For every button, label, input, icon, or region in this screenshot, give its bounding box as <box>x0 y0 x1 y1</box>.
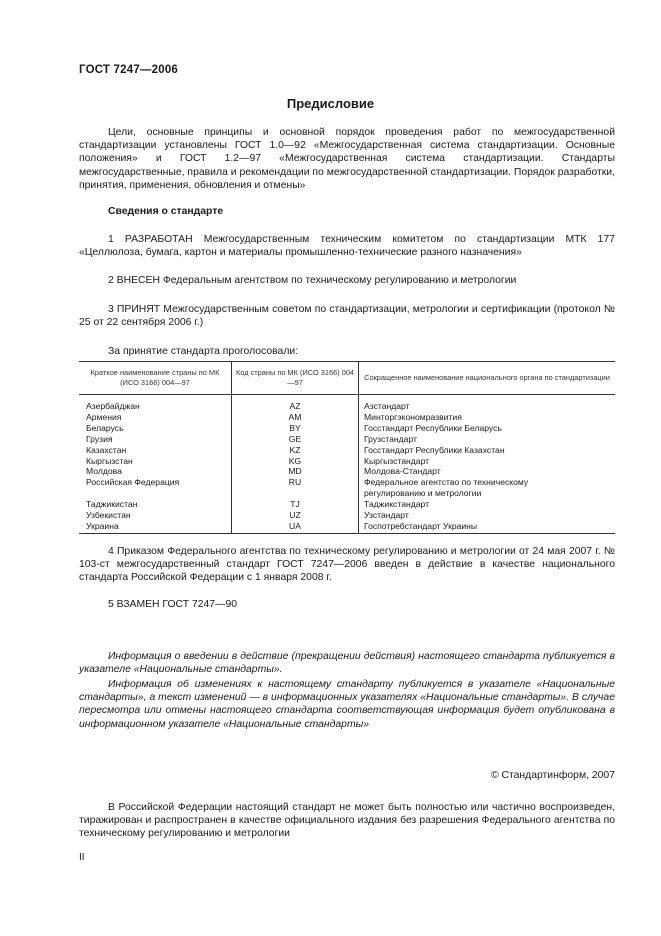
standards-body-cell: Азстандарт <box>359 395 616 412</box>
table-row <box>79 412 615 423</box>
page-number: II <box>79 852 85 863</box>
item-4-order: 4 Приказом Федерального агентства по техническому регулированию и метрологии от 24 мая 2007 г. № 103-ст межгосударственный стандарт ГОСТ 7247—2006 введен в действие в качестве национального стандарта Российской Федерации с 1 января 2008 г. <box>79 546 615 584</box>
table-row <box>79 395 615 412</box>
country-cell: Грузия <box>86 433 113 444</box>
item-3-adopted: 3 ПРИНЯТ Межгосударственным советом по стандартизации, метрологии и сертификации (протокол № 25 от 22 сентября 2006 г.) <box>79 304 615 329</box>
standards-body-cell: Узстандарт <box>359 510 616 521</box>
vote-label: За принятие стандарта проголосовали: <box>108 346 299 357</box>
country-cell: Узбекистан <box>86 510 131 521</box>
code-cell: MD <box>232 466 359 477</box>
item-5-replaces: 5 ВЗАМЕН ГОСТ 7247—90 <box>108 599 238 610</box>
table-row <box>79 499 615 510</box>
code-cell: GE <box>232 434 359 445</box>
notice-introduction: Информация о введении в действие (прекращении действия) настоящего стандарта публикуется в указателе «Национальные стандарты». <box>79 651 615 676</box>
table-row <box>79 510 615 521</box>
country-cell: Молдова <box>86 466 122 477</box>
country-cell: Азербайджан <box>86 401 140 411</box>
table-row <box>79 466 615 477</box>
standards-body-cell: Молдова-Стандарт <box>359 466 616 477</box>
item-1-developed: 1 РАЗРАБОТАН Межгосударственным техническим комитетом по стандартизации МТК 177 «Целлюлоза, бумага, картон и материалы промышленно-технические разного назначения» <box>79 234 615 259</box>
country-cell: Таджикистан <box>86 499 138 510</box>
country-cell: Кыргызстан <box>86 455 133 466</box>
standards-body-cell: Минторгэкономразвития <box>359 412 616 423</box>
code-cell: BY <box>232 423 359 434</box>
code-cell: UZ <box>232 510 359 521</box>
copyright-notice: © Стандартинформ, 2007 <box>490 770 615 781</box>
voting-table <box>79 361 615 534</box>
standards-body-cell: Госстандарт Республики Беларусь <box>359 423 616 434</box>
country-cell: Казахстан <box>86 444 127 455</box>
code-cell: AM <box>232 412 359 423</box>
code-cell: TJ <box>232 499 359 510</box>
standards-body-cell: Госстандарт Республики Казахстан <box>359 445 616 456</box>
table-header-row <box>79 362 615 395</box>
code-cell: RU <box>232 477 359 499</box>
standards-body-cell: Кыргызстандарт <box>359 456 616 467</box>
code-cell: KZ <box>232 445 359 456</box>
page-title: Предисловие <box>286 96 375 111</box>
column-header-code: Код страны по МК (ИСО 3166) 004—97 <box>232 362 359 395</box>
table-row <box>79 434 615 445</box>
table-row <box>79 445 615 456</box>
code-cell: AZ <box>232 395 359 412</box>
standards-body-cell: Таджикстандарт <box>359 499 616 510</box>
table-row <box>79 456 615 467</box>
code-cell: UA <box>232 521 359 533</box>
intro-paragraph: Цели, основные принципы и основной порядок проведения работ по межгосударственной стандартизации установлены ГОСТ 1.0—92 «Межгосударственная система стандартизации. Основные положения» и ГОСТ 1.2—97 «Межгосударственная система стандартизации. Стандарты межгосударственные, правила и рекомендации по межгосударственной стандартизации. Порядок разработки, принятия, применения, обновления и отмены» <box>79 127 615 191</box>
notice-changes: Информация об изменениях к настоящему стандарту публикуется в указателе «Национальные стандарты», а текст изменений — в информационных указателях «Национальные стандарты». В случае пересмотра или отмены настоящего стандарта соответствующая информация будет опубликована в информационном указателе «Национальные стандарты» <box>79 679 615 730</box>
table-row <box>79 477 615 499</box>
section-heading: Сведения о стандарте <box>108 206 224 217</box>
column-header-country: Краткое наименование страны по МК (ИСО 3166) 004—97 <box>79 362 232 395</box>
table-row <box>79 521 615 533</box>
standards-body-cell: Федеральное агентство по техническому регулированию и метрологии <box>359 477 616 499</box>
country-cell: Украина <box>79 521 232 533</box>
table-row <box>79 423 615 434</box>
country-cell: Армения <box>86 411 122 422</box>
standards-body-cell: Госпотребстандарт Украины <box>359 521 616 533</box>
country-cell: Российская Федерация <box>86 477 180 488</box>
column-header-body: Сокращенное наименование национального органа по стандартизации <box>359 362 616 395</box>
rights-paragraph: В Российской Федерации настоящий стандарт не может быть полностью или частично воспроизведен, тиражирован и распространен в качестве официального издания без разрешения Федерального агентства по техническому регулированию и метрологии <box>79 802 615 840</box>
standards-body-cell: Грузстандарт <box>359 434 616 445</box>
item-2-introduced: 2 ВНЕСЕН Федеральным агентством по техническому регулированию и метрологии <box>108 275 517 286</box>
country-cell: Беларусь <box>86 422 124 433</box>
voting-table-container <box>79 361 615 534</box>
code-cell: KG <box>232 456 359 467</box>
document-code-header: ГОСТ 7247—2006 <box>79 64 179 76</box>
